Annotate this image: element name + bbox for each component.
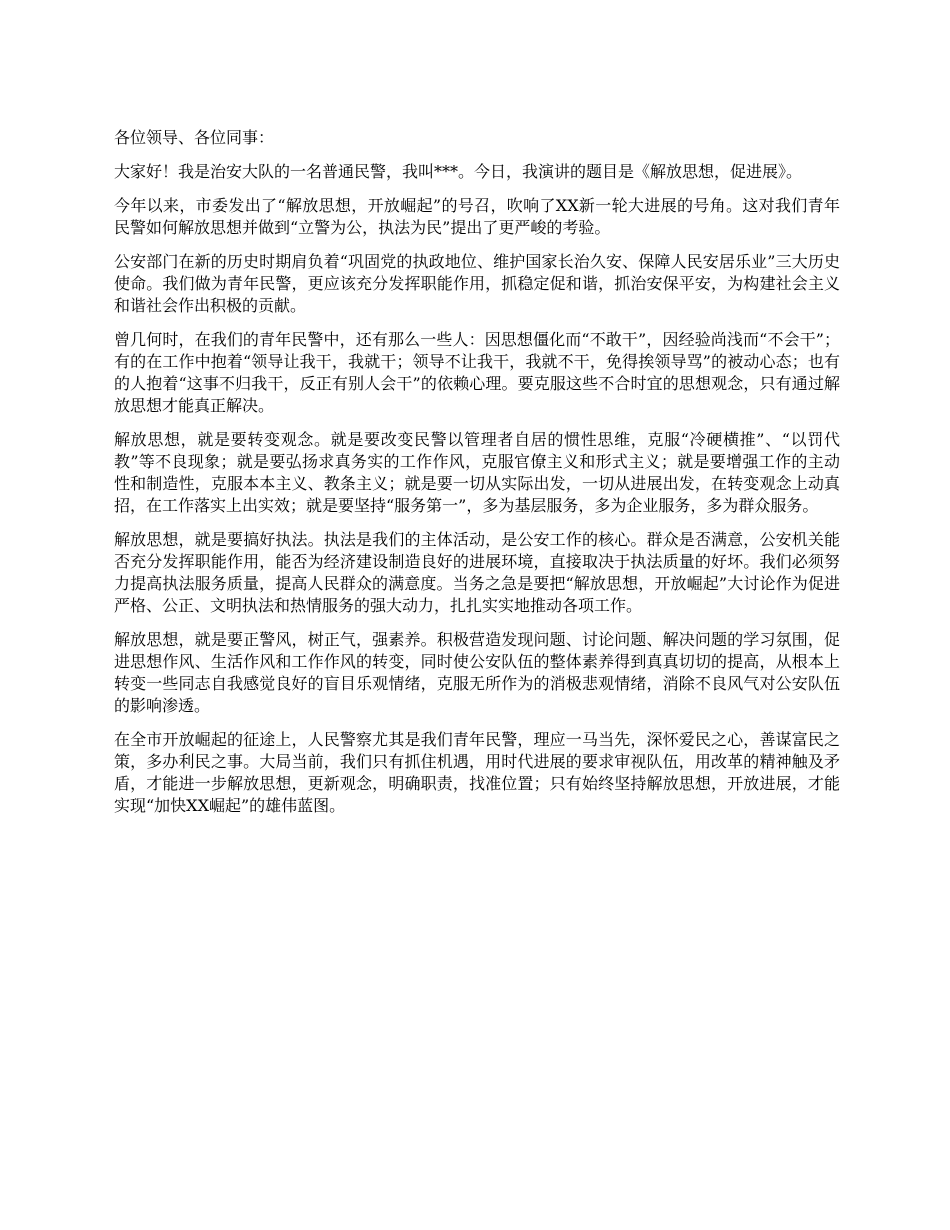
paragraph-law-enforcement: 解放思想，就是要搞好执法。执法是我们的主体活动，是公安工作的核心。群众是否满意，公安机关能否充分发挥职能作用，能否为经济建设制造良好的进展环境，直接取决于执法质量的好坏。我们必须努力提高执法服务质量，提高人民群众的满意度。当务之急是要把“解放思想，开放崛起”大讨论作为促进严格、公正、文明执法和热情服务的强大动力，扎扎实实地推动各项工作。 (114, 530, 840, 615)
paragraph-change-concepts: 解放思想，就是要转变观念。就是要改变民警以管理者自居的惯性思维，克服“冷硬横推”、“以罚代教”等不良现象；就是要弘扬求真务实的工作作风，克服官僚主义和形式主义；就是要增强工作的主动性和制造性，克服本本主义、教条主义；就是要一切从实际出发，一切从进展出发，在转变观念上动真招，在工作落实上出实效；就是要坚持“服务第一”，多为基层服务，多为企业服务，多为群众服务。 (114, 430, 840, 515)
paragraph-call-to-action: 今年以来，市委发出了“解放思想，开放崛起”的号召，吹响了XX新一轮大进展的号角。这对我们青年民警如何解放思想并做到“立警为公，执法为民”提出了更严峻的考验。 (114, 196, 840, 237)
paragraph-greeting: 大家好！我是治安大队的一名普通民警，我叫***。今日，我演讲的题目是《解放思想，促进展》。 (114, 162, 803, 181)
paragraph-conclusion: 在全市开放崛起的征途上，人民警察尤其是我们青年民警，理应一马当先，深怀爱民之心，善谋富民之策，多办利民之事。大局当前，我们只有抓住机遇，用时代进展的要求审视队伍，用改革的精神触及矛盾，才能进一步解放思想，更新观念，明确职责，找准位置；只有始终坚持解放思想，开放进展，才能实现“加快XX崛起”的雄伟蓝图。 (114, 730, 840, 815)
paragraph-police-style: 解放思想，就是要正警风，树正气，强素养。积极营造发现问题、讨论问题、解决问题的学习氛围，促进思想作风、生活作风和工作作风的转变，同时使公安队伍的整体素养得到真真切切的提高，从根本上转变一些同志自我感觉良好的盲目乐观情绪，克服无所作为的消极悲观情绪，消除不良风气对公安队伍的影响渗透。 (114, 630, 840, 715)
paragraph-historical-mission: 公安部门在新的历史时期肩负着“巩固党的执政地位、维护国家长治久安、保障人民安居乐业”三大历史使命。我们做为青年民警，更应该充分发挥职能作用，抓稳定促和谐，抓治安保平安，为构建社会主义和谐社会作出积极的贡献。 (114, 252, 840, 315)
document-body (114, 127, 840, 829)
paragraph-problems: 曾几何时，在我们的青年民警中，还有那么一些人：因思想僵化而“不敢干”，因经验尚浅而“不会干”；有的在工作中抱着“领导让我干，我就干；领导不让我干，我就不干，免得挨领导骂”的被动心态；也有的人抱着“这事不归我干，反正有别人会干”的依赖心理。要克服这些不合时宜的思想观念，只有通过解放思想才能真正解决。 (114, 330, 840, 415)
salutation: 各位领导、各位同事： (114, 128, 275, 147)
